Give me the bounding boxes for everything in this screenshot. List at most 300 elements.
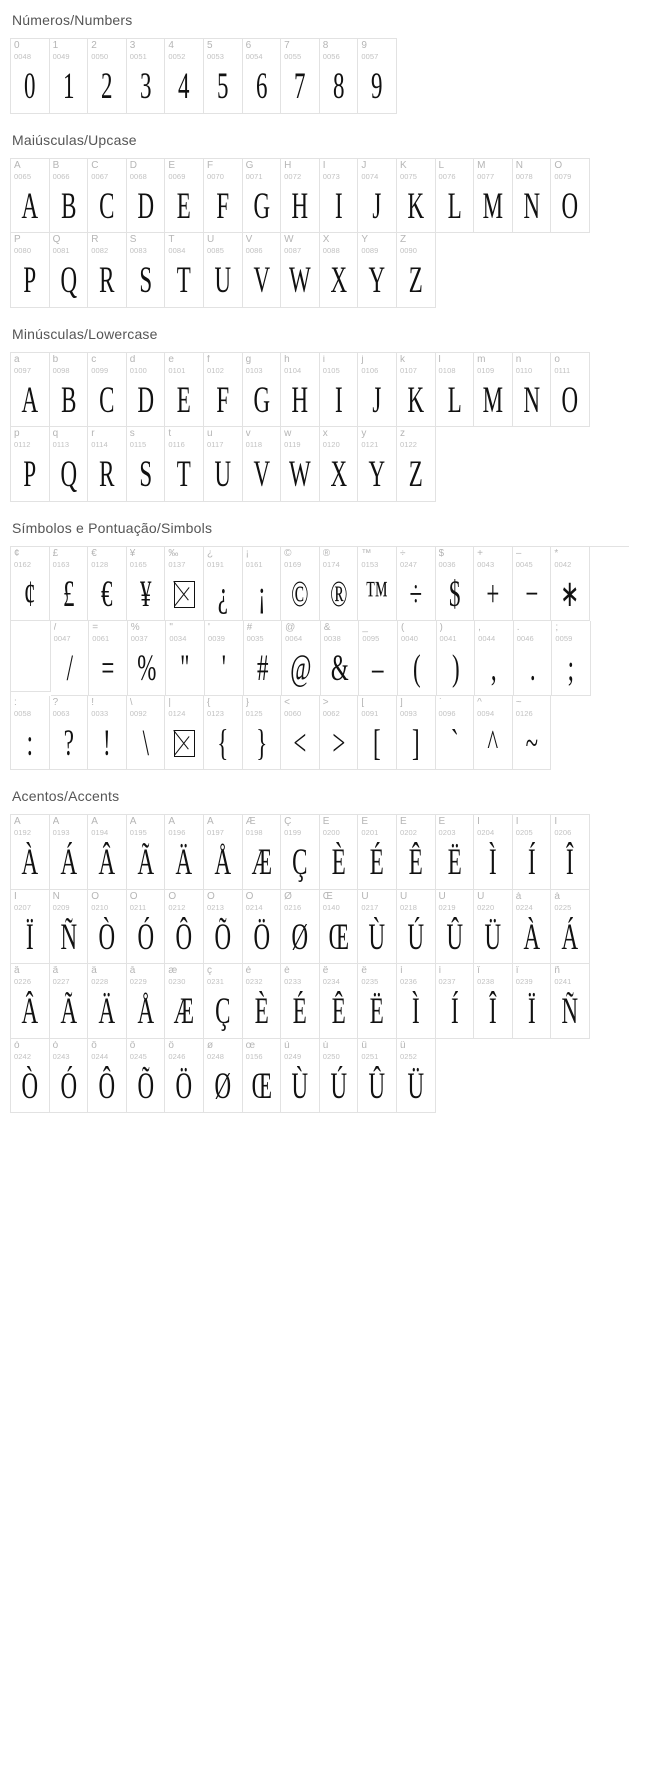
glyph-render: Q	[60, 454, 77, 495]
glyph-render: V	[253, 454, 270, 495]
glyph-meta	[204, 890, 242, 912]
glyph-cell[interactable]	[358, 964, 397, 1039]
glyph-char-label: G	[245, 160, 254, 171]
glyph-cell[interactable]	[127, 1039, 166, 1114]
glyph-render: Ë	[370, 991, 385, 1032]
glyph-cell[interactable]	[436, 696, 475, 771]
glyph-cell[interactable]	[436, 353, 475, 428]
glyph-render: Õ	[137, 1065, 154, 1107]
glyph-cell[interactable]	[50, 159, 89, 234]
glyph-cell[interactable]	[11, 890, 50, 965]
glyph-cell[interactable]	[320, 964, 359, 1039]
glyph-char-label: S	[129, 235, 137, 245]
glyph-cell[interactable]	[281, 890, 320, 965]
glyph-render: M	[482, 379, 504, 421]
glyph-cell[interactable]	[88, 233, 127, 308]
glyph-cell[interactable]	[204, 1039, 243, 1114]
glyph-cell[interactable]	[165, 39, 204, 114]
glyph-cell[interactable]	[11, 815, 50, 890]
glyph-cell[interactable]	[243, 233, 282, 308]
glyph-cell[interactable]	[244, 621, 283, 696]
glyph-render: B	[60, 379, 77, 421]
glyph-code-label: 0234	[322, 977, 340, 986]
glyph-meta	[88, 696, 126, 718]
glyph-code-label: 0041	[439, 634, 457, 643]
glyph-cell[interactable]	[320, 353, 359, 428]
glyph-render: ]	[411, 722, 420, 764]
glyph-cell[interactable]	[358, 815, 397, 890]
glyph-meta	[50, 547, 88, 569]
glyph-meta	[281, 890, 319, 912]
glyph-meta	[165, 1039, 203, 1061]
glyph-code-label: 0241	[554, 977, 572, 986]
glyph-render: N	[523, 185, 540, 227]
glyph-cell[interactable]	[88, 964, 127, 1039]
glyph-meta	[514, 621, 552, 643]
glyph-render: È	[254, 991, 269, 1032]
glyph-cell[interactable]	[551, 890, 590, 965]
glyph-code-label: 0105	[322, 365, 340, 375]
glyph-cell[interactable]	[397, 890, 436, 965]
glyph-cell[interactable]	[436, 890, 475, 965]
glyph-cell[interactable]	[551, 964, 590, 1039]
glyph-cell[interactable]	[358, 39, 397, 114]
glyph-cell[interactable]	[397, 233, 436, 308]
glyph-cell[interactable]	[50, 39, 89, 114]
glyph-cell[interactable]	[513, 890, 552, 965]
glyph-cell[interactable]	[513, 353, 552, 428]
glyph-meta	[165, 39, 203, 61]
glyph-char-label: ø	[206, 1040, 214, 1051]
glyph-cell[interactable]	[551, 815, 590, 890]
glyph-meta	[436, 159, 474, 181]
glyph-cell[interactable]	[165, 427, 204, 502]
glyph-meta	[88, 353, 126, 375]
glyph-code-label: 0083	[129, 246, 147, 255]
glyph-meta	[88, 233, 126, 255]
glyph-code-label: 0230	[168, 977, 186, 986]
glyph-cell[interactable]	[204, 696, 243, 771]
glyph-cell[interactable]	[88, 815, 127, 890]
glyph-cell[interactable]	[282, 621, 321, 696]
glyph-cell[interactable]	[88, 159, 127, 234]
glyph-char-label: û	[361, 1040, 367, 1051]
glyph-char-label: n	[515, 354, 522, 365]
glyph-char-label: g	[245, 354, 252, 365]
glyph-cell[interactable]	[359, 621, 398, 696]
glyph-meta	[358, 233, 396, 255]
glyph-cell[interactable]	[551, 353, 590, 428]
glyph-grid	[10, 546, 629, 771]
glyph-cell[interactable]	[551, 547, 590, 622]
glyph-render: È	[331, 842, 346, 883]
glyph-cell[interactable]	[397, 427, 436, 502]
glyph-cell[interactable]	[127, 159, 166, 234]
glyph-meta	[436, 964, 474, 986]
glyph-cell[interactable]	[165, 547, 204, 622]
glyph-cell[interactable]	[127, 890, 166, 965]
glyph-char-label: Û	[438, 891, 446, 902]
glyph-char-label: d	[129, 354, 136, 365]
glyph-code-label: 0206	[554, 828, 572, 837]
glyph-cell[interactable]	[165, 233, 204, 308]
glyph-char-label: Ø	[284, 891, 292, 902]
glyph-cell[interactable]	[320, 815, 359, 890]
glyph-meta	[551, 547, 589, 569]
glyph-code-label: 0248	[206, 1051, 225, 1061]
glyph-cell[interactable]	[127, 964, 166, 1039]
glyph-cell[interactable]	[513, 696, 552, 771]
glyph-cell[interactable]	[281, 39, 320, 114]
glyph-char-label: '	[207, 623, 210, 633]
glyph-cell[interactable]	[11, 547, 50, 622]
glyph-render: #	[256, 648, 269, 689]
glyph-cell[interactable]	[50, 964, 89, 1039]
glyph-code-label: 0070	[206, 171, 225, 181]
glyph-cell[interactable]	[320, 890, 359, 965]
glyph-code-label: 0038	[323, 634, 341, 643]
glyph-cell[interactable]	[204, 964, 243, 1039]
glyph-cell[interactable]	[88, 353, 127, 428]
glyph-code-label: 0204	[477, 828, 495, 837]
glyph-cell[interactable]	[88, 1039, 127, 1114]
glyph-char-label: N	[515, 160, 523, 171]
glyph-cell[interactable]	[50, 890, 89, 965]
glyph-cell[interactable]	[127, 427, 166, 502]
glyph-code-label: 0216	[284, 902, 302, 912]
glyph-cell[interactable]	[204, 353, 243, 428]
glyph-cell[interactable]	[166, 621, 205, 696]
glyph-code-label: 0033	[91, 708, 109, 718]
glyph-cell[interactable]	[50, 353, 89, 428]
glyph-meta	[320, 890, 358, 912]
glyph-cell[interactable]	[474, 159, 513, 234]
glyph-code-label: 0203	[438, 828, 456, 837]
glyph-render: –	[372, 648, 384, 689]
glyph-render: '	[221, 648, 226, 689]
glyph-cell[interactable]	[243, 547, 282, 622]
glyph-code-label: 0071	[245, 171, 263, 181]
glyph-render: Ù	[368, 916, 386, 958]
glyph-render: =	[101, 648, 115, 689]
glyph-cell[interactable]	[474, 547, 513, 622]
glyph-char-label: ~	[515, 697, 522, 708]
glyph-meta	[204, 696, 242, 718]
glyph-cell[interactable]	[243, 815, 282, 890]
glyph-cell[interactable]	[397, 964, 436, 1039]
glyph-render: F	[216, 185, 230, 227]
glyph-cell[interactable]	[281, 1039, 320, 1114]
glyph-cell[interactable]	[474, 696, 513, 771]
glyph-char-label: .	[516, 623, 520, 633]
glyph-cell[interactable]	[358, 427, 397, 502]
glyph-cell[interactable]	[436, 815, 475, 890]
glyph-cell[interactable]	[243, 427, 282, 502]
glyph-cell[interactable]	[51, 621, 90, 696]
glyph-cell[interactable]	[474, 353, 513, 428]
glyph-cell[interactable]	[165, 353, 204, 428]
glyph-cell[interactable]	[127, 233, 166, 308]
glyph-cell[interactable]	[127, 547, 166, 622]
glyph-meta	[11, 353, 49, 375]
glyph-cell[interactable]	[165, 696, 204, 771]
glyph-char-label: ñ	[554, 966, 560, 976]
glyph-meta	[320, 233, 358, 255]
glyph-cell[interactable]	[243, 353, 282, 428]
glyph-meta	[281, 1039, 319, 1061]
glyph-cell[interactable]	[397, 353, 436, 428]
glyph-code-label: 0085	[206, 246, 225, 255]
glyph-cell[interactable]	[281, 233, 320, 308]
glyph-meta	[204, 964, 242, 986]
glyph-cell[interactable]	[397, 159, 436, 234]
glyph-meta	[165, 427, 203, 449]
glyph-cell[interactable]	[321, 621, 360, 696]
glyph-cell[interactable]	[397, 815, 436, 890]
glyph-char-label: Ô	[168, 891, 177, 902]
glyph-cell[interactable]	[320, 1039, 359, 1114]
glyph-char-label: j	[361, 354, 364, 365]
glyph-cell[interactable]	[11, 233, 50, 308]
section-title: Maiúsculas/Upcase	[12, 131, 137, 148]
glyph-cell[interactable]	[88, 696, 127, 771]
glyph-cell[interactable]	[397, 547, 436, 622]
glyph-cell[interactable]	[204, 39, 243, 114]
glyph-cell[interactable]	[11, 1039, 50, 1114]
glyph-cell[interactable]	[513, 159, 552, 234]
glyph-cell[interactable]	[165, 1039, 204, 1114]
glyph-code-label: 0079	[554, 171, 572, 181]
glyph-code-label: 0092	[129, 708, 147, 718]
glyph-cell[interactable]	[358, 159, 397, 234]
glyph-cell[interactable]	[474, 964, 513, 1039]
glyph-meta	[281, 964, 319, 986]
glyph-render: Ú	[330, 1065, 347, 1107]
glyph-cell[interactable]	[11, 964, 50, 1039]
glyph-cell[interactable]	[88, 427, 127, 502]
glyph-meta	[358, 696, 396, 718]
glyph-code-label: 0250	[322, 1051, 340, 1061]
glyph-cell[interactable]	[88, 547, 127, 622]
glyph-cell[interactable]	[281, 547, 320, 622]
glyph-cell[interactable]	[88, 890, 127, 965]
glyph-code-label: 0096	[438, 708, 456, 718]
glyph-cell[interactable]	[475, 621, 514, 696]
glyph-meta	[11, 815, 49, 837]
glyph-cell[interactable]	[281, 964, 320, 1039]
glyph-code-label: 0163	[52, 559, 70, 569]
glyph-meta	[127, 427, 165, 449]
glyph-cell[interactable]	[243, 890, 282, 965]
glyph-render: &	[330, 648, 349, 689]
glyph-render: ,	[491, 648, 497, 689]
glyph-render: Ã	[60, 991, 77, 1032]
glyph-code-label: 0076	[438, 171, 456, 181]
glyph-cell[interactable]	[88, 39, 127, 114]
glyph-cell[interactable]	[358, 547, 397, 622]
glyph-cell[interactable]	[11, 39, 50, 114]
glyph-cell[interactable]	[474, 890, 513, 965]
glyph-grid	[10, 352, 590, 502]
glyph-code-label: 0062	[322, 708, 340, 718]
glyph-char-label: O	[554, 160, 563, 171]
glyph-code-label: 0229	[129, 977, 147, 986]
glyph-cell[interactable]	[127, 815, 166, 890]
glyph-render: \	[142, 722, 149, 764]
glyph-cell[interactable]	[397, 1039, 436, 1114]
glyph-cell[interactable]	[50, 547, 89, 622]
glyph-cell[interactable]	[281, 159, 320, 234]
glyph-render: 4	[178, 66, 190, 107]
glyph-cell[interactable]	[513, 815, 552, 890]
glyph-cell[interactable]	[50, 815, 89, 890]
glyph-char-label: Ç	[284, 817, 292, 827]
glyph-char-label: E	[168, 160, 176, 171]
glyph-cell[interactable]	[204, 233, 243, 308]
glyph-cell[interactable]	[204, 427, 243, 502]
glyph-render: N	[523, 379, 540, 421]
glyph-meta	[204, 427, 242, 449]
glyph-cell[interactable]	[205, 621, 244, 696]
glyph-cell[interactable]	[11, 427, 50, 502]
missing-glyph-icon	[174, 730, 195, 757]
glyph-cell[interactable]	[281, 427, 320, 502]
glyph-render: `	[450, 722, 459, 764]
glyph-cell[interactable]	[127, 696, 166, 771]
glyph-render: Å	[214, 842, 232, 883]
glyph-cell[interactable]	[552, 621, 591, 696]
glyph-render: Ç	[292, 842, 308, 883]
glyph-cell[interactable]	[243, 39, 282, 114]
glyph-render: Ê	[331, 991, 346, 1032]
glyph-char-label: ä	[91, 966, 97, 976]
glyph-render: ∗	[560, 573, 580, 615]
glyph-cell[interactable]	[436, 964, 475, 1039]
glyph-char-label: ê	[322, 966, 329, 976]
glyph-cell[interactable]	[243, 964, 282, 1039]
glyph-cell[interactable]	[243, 159, 282, 234]
glyph-meta	[11, 890, 49, 912]
glyph-cell[interactable]	[281, 815, 320, 890]
glyph-cell[interactable]	[320, 547, 359, 622]
glyph-meta	[437, 621, 475, 643]
glyph-cell[interactable]	[165, 964, 204, 1039]
glyph-cell[interactable]	[204, 890, 243, 965]
glyph-cell[interactable]	[358, 233, 397, 308]
glyph-cell[interactable]	[358, 890, 397, 965]
glyph-cell[interactable]	[358, 1039, 397, 1114]
glyph-code-label: 0095	[362, 634, 380, 643]
glyph-meta	[281, 696, 319, 718]
glyph-cell[interactable]	[281, 696, 320, 771]
glyph-code-label: 0050	[91, 52, 109, 61]
glyph-code-label: 0169	[284, 559, 302, 569]
glyph-cell[interactable]	[358, 353, 397, 428]
glyph-char-label: H	[284, 160, 292, 171]
glyph-code-label: 0067	[91, 171, 109, 181]
glyph-cell[interactable]	[551, 159, 590, 234]
glyph-cell[interactable]	[358, 696, 397, 771]
glyph-cell[interactable]	[89, 621, 128, 696]
glyph-code-label: 0043	[477, 559, 495, 569]
glyph-code-label: 0193	[52, 828, 70, 837]
glyph-render: 7	[294, 66, 306, 107]
glyph-cell[interactable]	[128, 621, 167, 696]
glyph-meta	[358, 353, 396, 375]
glyph-cell[interactable]	[513, 964, 552, 1039]
glyph-cell[interactable]	[320, 39, 359, 114]
glyph-cell[interactable]	[165, 159, 204, 234]
glyph-cell[interactable]	[398, 621, 437, 696]
glyph-render: J	[372, 379, 382, 421]
glyph-meta	[513, 815, 551, 837]
glyph-cell[interactable]	[320, 159, 359, 234]
glyph-cell[interactable]	[165, 815, 204, 890]
glyph-cell[interactable]	[11, 159, 50, 234]
glyph-cell[interactable]	[436, 159, 475, 234]
glyph-code-label: 0242	[14, 1051, 32, 1061]
glyph-render: £	[62, 573, 75, 615]
glyph-code-label: 0056	[322, 52, 340, 61]
glyph-render: ¢	[24, 573, 36, 615]
glyph-cell[interactable]	[397, 696, 436, 771]
glyph-cell[interactable]	[204, 547, 243, 622]
glyph-cell[interactable]	[320, 696, 359, 771]
empty-cell	[11, 621, 51, 692]
glyph-cell[interactable]	[243, 1039, 282, 1114]
glyph-cell[interactable]	[243, 696, 282, 771]
glyph-cell[interactable]	[320, 233, 359, 308]
glyph-cell[interactable]	[320, 427, 359, 502]
glyph-cell[interactable]	[11, 353, 50, 428]
glyph-code-label: 0113	[52, 440, 70, 449]
glyph-code-label: 0120	[322, 440, 340, 449]
glyph-cell[interactable]	[50, 233, 89, 308]
glyph-cell[interactable]	[127, 39, 166, 114]
glyph-render: €	[101, 573, 113, 615]
glyph-cell[interactable]	[513, 547, 552, 622]
glyph-cell[interactable]	[11, 696, 50, 771]
glyph-meta	[50, 427, 88, 449]
glyph-cell[interactable]	[437, 621, 476, 696]
glyph-char-label: ù	[284, 1040, 290, 1051]
glyph-cell[interactable]	[514, 621, 553, 696]
glyph-cell[interactable]	[50, 1039, 89, 1114]
glyph-render: Y	[368, 260, 386, 301]
glyph-code-label: 0123	[206, 708, 225, 718]
glyph-cell[interactable]	[281, 353, 320, 428]
glyph-cell[interactable]	[474, 815, 513, 890]
glyph-render: M	[482, 185, 504, 227]
glyph-meta	[397, 696, 435, 718]
glyph-cell[interactable]	[204, 815, 243, 890]
glyph-render: T	[177, 454, 192, 495]
glyph-code-label: 0125	[245, 708, 263, 718]
glyph-render: Â	[21, 991, 39, 1032]
glyph-char-label: €	[91, 548, 97, 559]
glyph-cell[interactable]	[204, 159, 243, 234]
glyph-cell[interactable]	[165, 890, 204, 965]
glyph-char-label: [	[361, 697, 365, 708]
glyph-cell[interactable]	[50, 427, 89, 502]
glyph-cell[interactable]	[127, 353, 166, 428]
glyph-cell[interactable]	[50, 696, 89, 771]
glyph-char-label: å	[129, 966, 136, 976]
glyph-cell[interactable]	[436, 547, 475, 622]
glyph-meta	[359, 621, 397, 643]
glyph-code-label: 0058	[14, 708, 32, 718]
glyph-char-label: ò	[14, 1040, 20, 1051]
